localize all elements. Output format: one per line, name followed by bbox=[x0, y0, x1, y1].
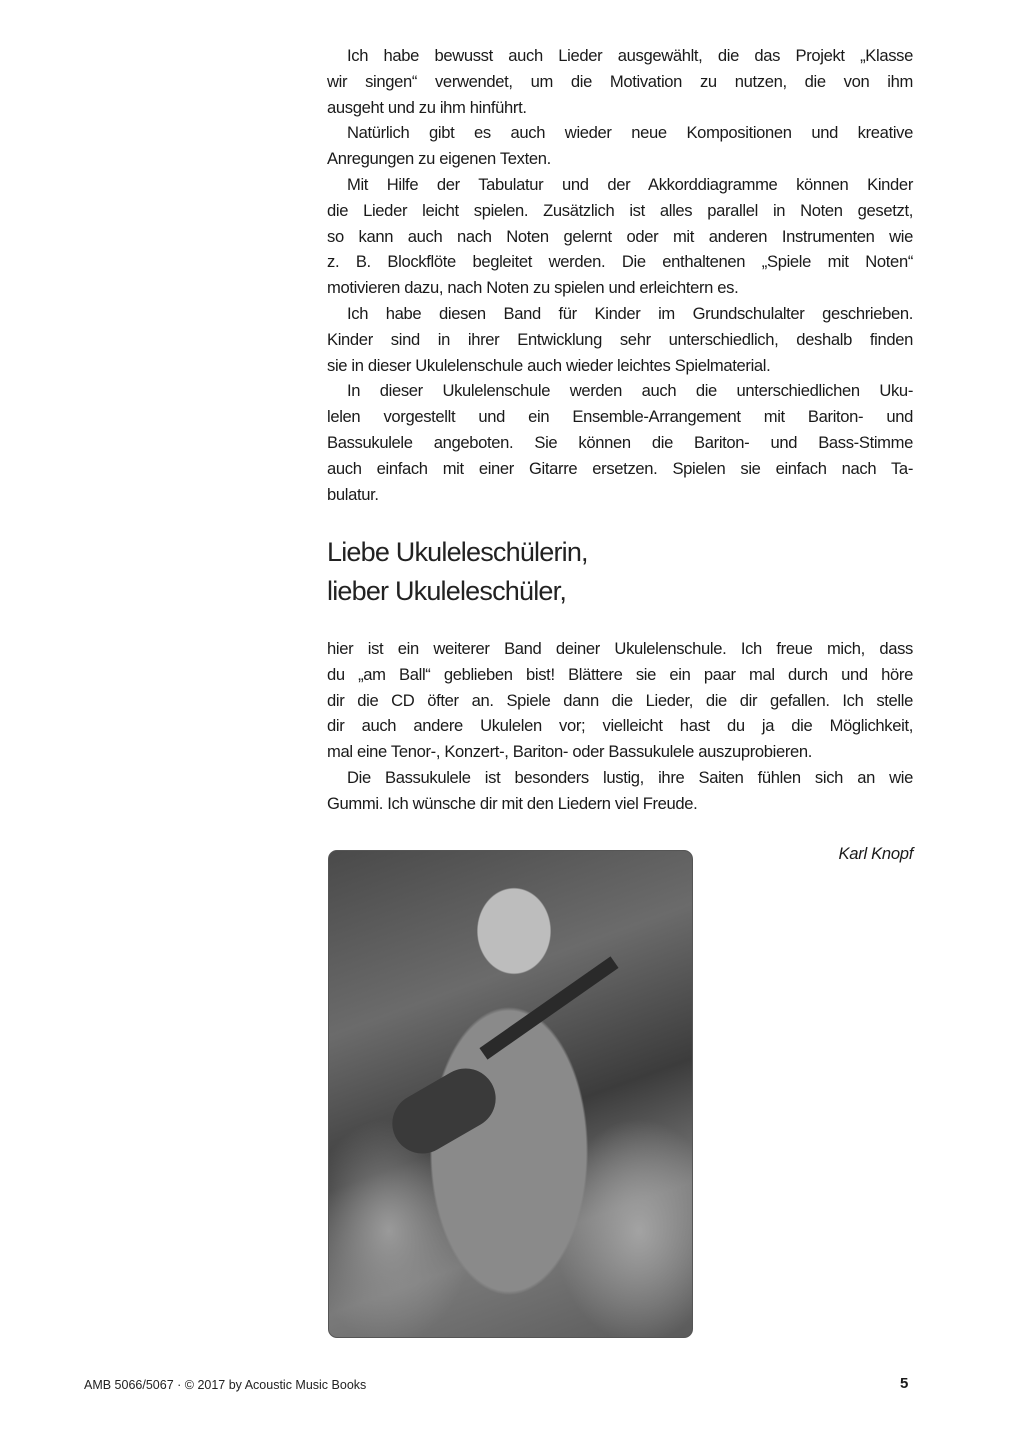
ukulele-body bbox=[381, 1058, 506, 1165]
footer-copyright: AMB 5066/5067 · © 2017 by Acoustic Music Books bbox=[84, 1378, 367, 1392]
heading-line: lieber Ukuleleschüler, bbox=[327, 576, 567, 606]
text-line: Ich habe bewusst auch Lieder ausgewählt, die das Projekt „Klasse bbox=[347, 46, 913, 65]
text-line: so kann auch nach Noten gelernt oder mit anderen Instrumenten wie bbox=[327, 226, 913, 246]
text-line: z. B. Blockflöte begleitet werden. Die enthaltenen „Spiele mit Noten“ bbox=[327, 252, 913, 272]
ukulele-neck bbox=[479, 956, 618, 1059]
text-line: sie in dieser Ukulelenschule auch wieder leichtes Spielmaterial. bbox=[327, 355, 771, 375]
text-line: auch einfach mit einer Gitarre ersetzen. Spielen sie einfach nach Ta- bbox=[327, 458, 913, 478]
text-line: Die Bassukulele ist besonders lustig, ihre Saiten fühlen sich an wie bbox=[347, 767, 913, 787]
text-line: Natürlich gibt es auch wieder neue Kompositionen und kreative bbox=[347, 123, 913, 143]
text-line: hier ist ein weiterer Band deiner Ukulelenschule. Ich freue mich, dass bbox=[327, 639, 913, 658]
author-photo bbox=[328, 850, 693, 1338]
letter-text bbox=[327, 636, 913, 817]
text-line: du „am Ball“ geblieben bist! Blättere sie ein paar mal durch und höre bbox=[327, 664, 913, 684]
text-line: ausgeht und zu ihm hinführt. bbox=[327, 97, 527, 117]
text-line: motivieren dazu, nach Noten zu spielen und erleichtern es. bbox=[327, 278, 739, 298]
text-line: wir singen“ verwendet, um die Motivation zu nutzen, die von ihm bbox=[327, 71, 913, 91]
text-line: bulatur. bbox=[327, 484, 379, 504]
text-line: dir auch andere Ukulelen vor; vielleicht hast du ja die Möglichkeit, bbox=[327, 716, 913, 736]
text-line: Anregungen zu eigenen Texten. bbox=[327, 149, 551, 169]
text-line: Bassukulele angeboten. Sie können die Bariton- und Bass-Stimme bbox=[327, 432, 913, 452]
text-line: Kinder sind in ihrer Entwicklung sehr unterschiedlich, deshalb finden bbox=[327, 329, 913, 349]
heading-line: Liebe Ukuleleschülerin, bbox=[327, 537, 588, 567]
text-line: lelen vorgestellt und ein Ensemble-Arrangement mit Bariton- und bbox=[327, 407, 913, 427]
text-line: Mit Hilfe der Tabulatur und der Akkorddiagramme können Kinder bbox=[347, 174, 913, 194]
text-line: Gummi. Ich wünsche dir mit den Liedern viel Freude. bbox=[327, 793, 698, 813]
text-line: die Lieder leicht spielen. Zusätzlich ist alles parallel in Noten gesetzt, bbox=[327, 200, 913, 220]
text-line: In dieser Ukulelenschule werden auch die unterschiedlichen Uku- bbox=[347, 381, 913, 401]
page-number: 5 bbox=[900, 1375, 909, 1392]
letter-heading bbox=[327, 533, 913, 611]
text-line: Ich habe diesen Band für Kinder im Grundschulalter geschrieben. bbox=[347, 303, 913, 323]
text-line: mal eine Tenor-, Konzert-, Bariton- oder Bassukulele auszuprobieren. bbox=[327, 742, 813, 762]
author-signature: Karl Knopf bbox=[838, 844, 913, 863]
text-line: dir die CD öfter an. Spiele dann die Lieder, die dir gefallen. Ich stelle bbox=[327, 690, 913, 710]
intro-text bbox=[327, 43, 913, 507]
